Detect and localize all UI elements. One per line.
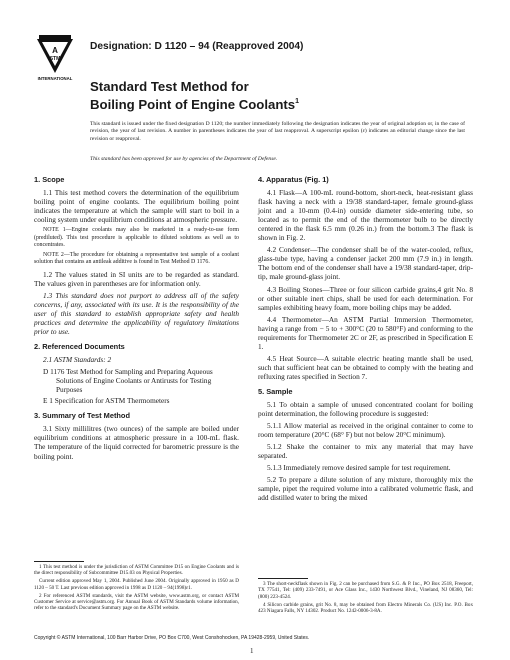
paragraph-5-1-2: 5.1.2 Shake the container to mix any material that may have separated.: [258, 442, 473, 461]
footnote-1-edition: Current edition approved May 1, 2004. Published June 2004. Originally approved in 1950 as D 1120 – 50 T. Last previous edition approved in 1998 as D 1120 – 94(1998)ε1.: [34, 578, 239, 591]
paragraph-1-3: 1.3 This standard does not purport to address all of the safety concerns, if any, associated with its use. It is the responsibility of the user of this standard to establish appropriate safety and health practices and determine the applicability of regulatory limitations prior to use.: [34, 290, 239, 336]
paragraph-4-4: 4.4 Thermometer—An ASTM Partial Immersion Thermometer, having a range from − 5 to + 300°C (20 to 580°F) and conforming to the requirements for Thermometer 2C or 2F, as prescribed in Specification E 1.: [258, 314, 473, 351]
section-heading-apparatus: 4. Apparatus (Fig. 1): [258, 175, 329, 184]
section-heading-referenced: 2. Referenced Documents: [34, 342, 125, 352]
note-2: NOTE 2—The procedure for obtaining a representative test sample of a coolant solution that contains an antileak additive is found in Test Method D 1176.: [34, 252, 239, 266]
right-column: [258, 175, 473, 506]
section-heading-summary: 3. Summary of Test Method: [34, 411, 130, 421]
paragraph-5-1-1: 5.1.1 Allow material as received in the original container to come to room temperature (20°C (68° F) but not below 20°C minimum).: [258, 421, 473, 440]
left-column: [34, 175, 239, 464]
footnote-rule-left: [34, 561, 84, 562]
title-line-2: Boiling Point of Engine Coolants$^1$: [90, 97, 300, 112]
preamble-issued: This standard is issued under the fixed designation D 1120; the number immediately following the designation indicates the year of original adoption or, in the case of revision, the year of last revision. A number in parentheses indicates the year of last reapproval. A superscript epsilon (ε) indicates an editorial change since the last revision or reapproval.: [90, 121, 465, 142]
preamble-approved: This standard has been approved for use by agencies of the Department of Defense.: [90, 156, 278, 162]
svg-text:INTERNATIONAL: INTERNATIONAL: [37, 76, 73, 81]
footnote-3: 3 The short-neckflask shown in Fig. 2 can be purchased from S.G. & P. Inc., PO Box 2518, Freeport, TX 77541, Tel: (409) 233-7491, or Ace Glass Inc., 1430 Northwest Blvd., Vineland, NJ 08360, Tel: (800) 223-4524.: [258, 581, 473, 600]
page-number: 1: [250, 647, 254, 655]
footnote-1: 1 This test method is under the jurisdiction of ASTM Committee D15 on Engine Coolants and is the direct responsibility of Subcommittee D15.03 on Physical Properties.: [34, 564, 239, 577]
title-line-1: Standard Test Method for: [90, 79, 249, 94]
note-1: NOTE 1—Engine coolants may also be marketed in a ready-to-use form (prediluted). This test procedure is applicable to diluted solutions as well as to concentrates.: [34, 227, 239, 248]
paragraph-4-5: 4.5 Heat Source—A suitable electric heating mantle shall be used, such that sufficient heat can be obtained to comply with the heating and refluxing rates specified in Section 7.: [258, 353, 473, 381]
title-footnote-mark: 1: [295, 98, 300, 105]
copyright-notice: Copyright © ASTM International, 100 Barr Harbor Drive, PO Box C700, West Conshohocken, PA 19428-2959, United States.: [34, 635, 310, 641]
paragraph-1-1: 1.1 This test method covers the determination of the equilibrium boiling point of engine coolants. The equilibrium boiling point indicates the temperature at which the sample will start to boil in a cooling system under equilibrium conditions at atmospheric pressure.: [34, 188, 239, 225]
astm-logo: [33, 33, 77, 83]
paragraph-5-2: 5.2 To prepare a dilute solution of any mixture, thoroughly mix the sample, pipet the required volume into a calibrated volumetric flask, and add distilled water to bring the mixed: [258, 475, 473, 503]
paragraph-2-1: 2.1 ASTM Standards: 2: [43, 355, 112, 365]
paragraph-4-3: 4.3 Boiling Stones—Three or four silicon carbide grains,4 grit No. 8 or other suitable inert chips, shall be used for each determination. For samples exhibiting heavy foam, more boiling chips may be added.: [258, 284, 473, 312]
footnotes-left: [34, 564, 239, 613]
paragraph-4-2: 4.2 Condenser—The condenser shall be of the water-cooled, reflux, glass-tube type, having a condenser jacket 200 mm (7.9 in.) in length. The bottom end of the condenser shall have a 19/38 standard-taper, drip-tip, male ground-glass joint.: [258, 245, 473, 282]
paragraph-4-1: 4.1 Flask—A 100-mL round-bottom, short-neck, heat-resistant glass flask having a neck with a 19/38 standard-taper, female ground-glass joint and a 10-mm (0.4-in) outside diameter side-entering tube, so located as to permit the end of the thermometer bulb to be directly centered in the flask 6.5 mm (0.26 in.) from the bottom.3 The flask is shown in Fig. 2.: [258, 188, 473, 243]
reference-e1: E 1 Specification for ASTM Thermometers: [43, 396, 170, 406]
paragraph-3-1: 3.1 Sixty millilitres (two ounces) of the sample are boiled under equilibrium conditions at atmospheric pressure in a 100-mL flask. The temperature of the liquid corrected for barometric pressure is the boiling point.: [34, 424, 239, 461]
section-heading-sample: 5. Sample: [258, 386, 293, 396]
footnote-2: 2 For referenced ASTM standards, visit the ASTM website, www.astm.org, or contact ASTM Customer Service at service@astm.org. For Annual Book of ASTM Standards volume information, refer to the standard's Document Summary page on the ASTM website.: [34, 592, 239, 612]
paragraph-5-1: 5.1 To obtain a sample of unused concentrated coolant for boiling point determination, the following procedure is suggested:: [258, 400, 473, 419]
document-title: [90, 79, 470, 112]
footnote-rule-right: [258, 578, 308, 579]
paragraph-1-2: 1.2 The values stated in SI units are to be regarded as standard. The values given in parentheses are for information only.: [34, 269, 239, 288]
footnote-4: 4 Silicon carbide grains, grit No. 8, may be obtained from Electro Minerals Co. (US) Inc. P.O. Box 423 Niagara Falls, NY 14302. Product No. 1242-0006-3-8A.: [258, 601, 473, 615]
paragraph-5-1-3: 5.1.3 Immediately remove desired sample for test requirement.: [267, 463, 451, 473]
reference-d1176: D 1176 Test Method for Sampling and Preparing Aqueous Solutions of Engine Coolants or Antirusts for Testing Purposes: [43, 367, 213, 395]
svg-text:STM: STM: [49, 56, 61, 62]
svg-text:A: A: [52, 46, 58, 55]
designation: Designation: D 1120 – 94 (Reapproved 2004): [90, 41, 304, 52]
section-heading-scope: 1. Scope: [34, 175, 65, 184]
footnotes-right: [258, 581, 473, 616]
